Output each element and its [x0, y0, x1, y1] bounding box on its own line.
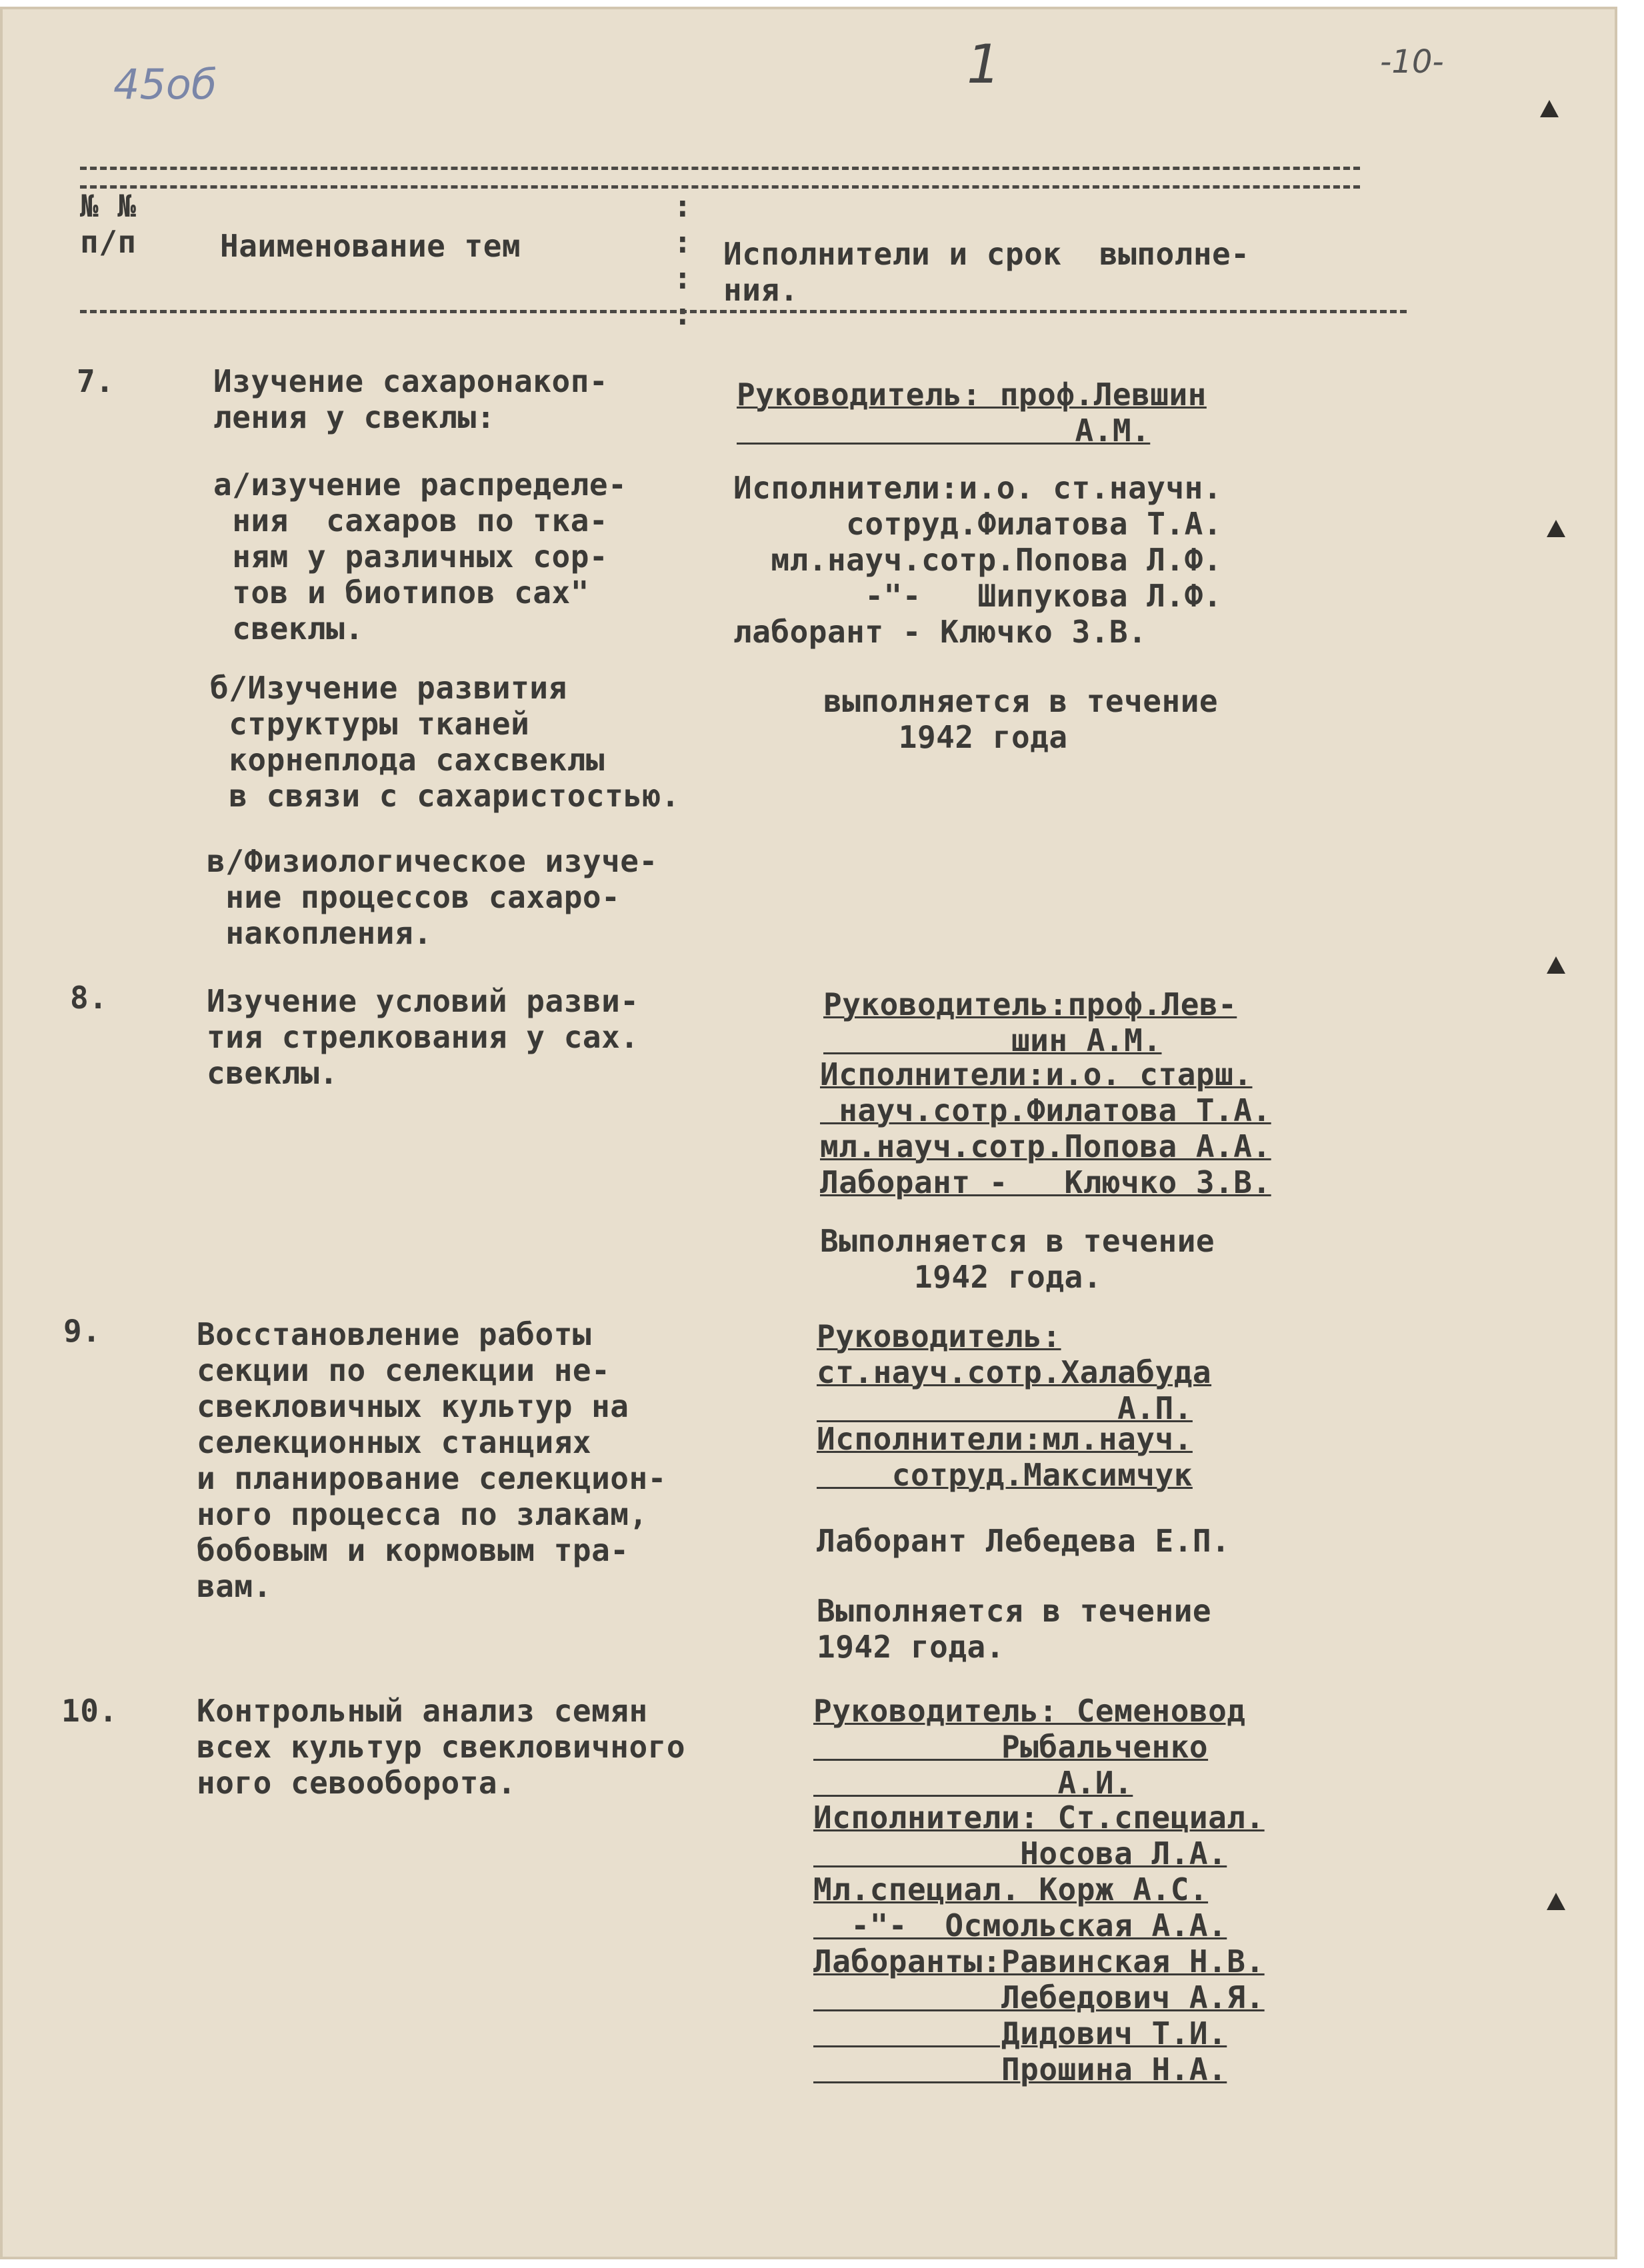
- row-7c-topic: в/Физиологическое изуче- ние процессов сахаро- накопления.: [207, 843, 658, 951]
- row-10-topic: Контрольный анализ семян всех культур свекловичного ного севооборота.: [197, 1693, 686, 1801]
- punch-hole-mark: [1547, 520, 1565, 537]
- header-rule-bottom: [80, 310, 1407, 313]
- row-7a-topic: а/изучение распределе- ния сахаров по тка- ням у различных сор- тов и биотипов сах" свеклы.: [213, 467, 627, 646]
- row-9-executors: Исполнители:мл.науч. сотруд.Максимчук: [817, 1421, 1193, 1493]
- row-8-number: 8.: [70, 980, 108, 1016]
- row-9-leader: Руководитель: ст.науч.сотр.Халабуда А.П.: [817, 1318, 1212, 1426]
- punch-hole-mark: [1547, 956, 1565, 974]
- header-col-executors: Исполнители и срок выполне- ния.: [723, 236, 1250, 308]
- punch-hole-mark: [1540, 100, 1559, 117]
- row-10-number: 10.: [61, 1693, 118, 1729]
- row-7a-executors: Исполнители:и.о. ст.научн. сотруд.Филатова Т.А. мл.науч.сотр.Попова Л.Ф. -"- Шипукова Л.Ф. лаборант - Ключко З.В.: [733, 470, 1223, 650]
- row-9-assistant: Лаборант Лебедева Е.П.: [817, 1523, 1231, 1559]
- row-8-executors: Исполнители:и.о. старш. науч.сотр.Филатова Т.А. мл.науч.сотр.Попова А.А. Лаборант - Ключко З.В.: [820, 1056, 1271, 1200]
- row-7-topic: Изучение сахаронакоп- ления у свеклы:: [213, 363, 609, 435]
- row-8-topic: Изучение условий разви- тия стрелкования у сах. свеклы.: [207, 983, 639, 1091]
- row-7-leader: Руководитель: проф.Левшин А.М.: [737, 377, 1207, 449]
- row-8-term: Выполняется в течение 1942 года.: [820, 1223, 1215, 1295]
- row-9-number: 9.: [63, 1313, 101, 1349]
- header-col-topic: Наименование тем: [220, 228, 521, 264]
- page-mark-annotation: 1: [967, 33, 1001, 95]
- header-rule-top: [80, 167, 1360, 170]
- row-10-executors: Исполнители: Ст.специал. Носова Л.А. Мл.специал. Корж А.С. -"- Осмольская А.А. Лаборанты:Равинская Н.В. Лебедович А.Я. Дидович Т.И. Прошина Н.А.: [813, 1799, 1265, 2087]
- sheet-number-annotation: 45об: [113, 60, 217, 109]
- header-col-separator: : : : :: [673, 188, 693, 332]
- row-10-leader: Руководитель: Семеновод Рыбальченко А.И.: [813, 1693, 1246, 1801]
- row-9-topic: Восстановление работы секции по селекции не- свекловичных культур на селекционных станциях и планирование селекцион- ного процесса по злакам, бобовым и кормовым тра- вам.: [197, 1316, 667, 1604]
- header-rule-top-2: [80, 185, 1360, 189]
- page-number-annotation: -10-: [1380, 43, 1444, 81]
- row-7-number: 7.: [77, 363, 115, 399]
- row-7b-topic: б/Изучение развития структуры тканей корнеплода сахсвеклы в связи с сахаристостью.: [210, 670, 680, 814]
- document-sheet: [0, 7, 1617, 2259]
- punch-hole-mark: [1547, 1893, 1565, 1910]
- row-7b-term: выполняется в течение 1942 года: [823, 683, 1219, 755]
- row-8-leader: Руководитель:проф.Лев- шин А.М.: [823, 986, 1237, 1058]
- row-9-term: Выполняется в течение 1942 года.: [817, 1593, 1212, 1665]
- header-col-number: № № п/п: [80, 188, 137, 260]
